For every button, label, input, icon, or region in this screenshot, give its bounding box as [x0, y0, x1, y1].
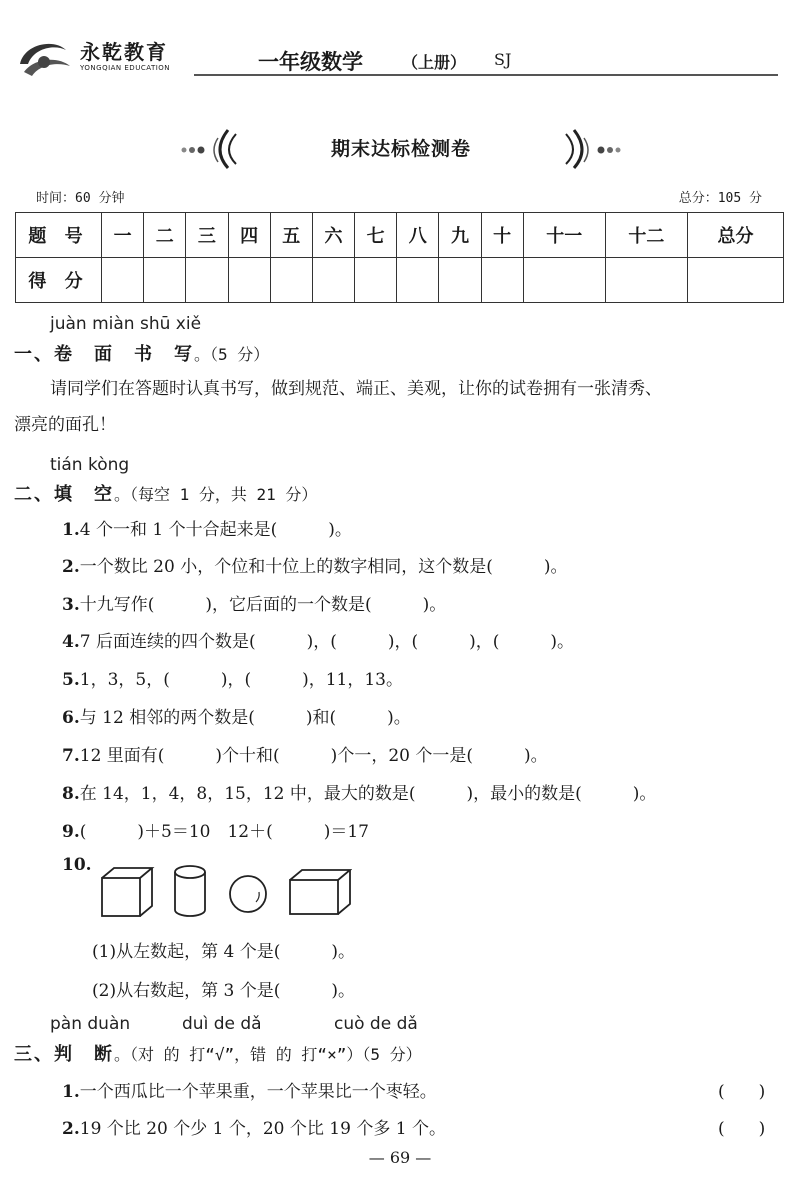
question-number: 9.	[62, 822, 80, 842]
question-text: 4 个一和 1 个十合起来是( )。	[79, 520, 352, 540]
score-cell[interactable]	[270, 258, 312, 303]
score-cell[interactable]	[355, 258, 397, 303]
score-cell[interactable]	[688, 258, 784, 303]
banner-right-ornament-icon	[558, 126, 624, 170]
score-cell[interactable]	[523, 258, 605, 303]
column-header: 九	[439, 213, 481, 258]
section1-line2: 漂亮的面孔！	[14, 415, 116, 435]
column-header: 总分	[688, 213, 784, 258]
question-number: 4.	[62, 632, 80, 652]
question-10-number: 10.	[62, 855, 92, 875]
exam-time: 时间：60 分钟	[36, 191, 125, 206]
row-label: 得 分	[16, 258, 102, 303]
question-number: 2.	[62, 557, 80, 577]
section2-note: 。（每空 1 分，共 21 分）	[114, 485, 318, 504]
score-table-header-row	[16, 213, 784, 258]
row-label: 题 号	[16, 213, 102, 258]
score-cell[interactable]	[439, 258, 481, 303]
header-title: 一年级数学	[258, 50, 363, 74]
answer-paren[interactable]: ( )	[718, 1119, 766, 1139]
score-cell[interactable]	[144, 258, 186, 303]
question-item	[62, 590, 446, 615]
question-number: 1.	[62, 1082, 80, 1102]
column-header: 四	[228, 213, 270, 258]
question-item	[62, 779, 656, 804]
question-item	[62, 665, 403, 690]
question-number: 3.	[62, 595, 80, 615]
question-text: 与 12 相邻的两个数是( )和( )。	[79, 708, 411, 728]
column-header: 七	[355, 213, 397, 258]
header-edition: （上册）	[402, 53, 467, 72]
question-item	[62, 552, 567, 577]
exam-total-score: 总分：105 分	[678, 191, 762, 206]
question-item	[62, 515, 352, 540]
question-text: 在 14，1，4，8，15，12 中，最大的数是( )，最小的数是( )。	[79, 784, 657, 804]
sphere-icon	[230, 876, 266, 912]
question-number: 5.	[62, 670, 80, 690]
exam-title: 期末达标检测卷	[330, 138, 471, 160]
section1-note: 。（5 分）	[194, 345, 270, 364]
header-rule	[194, 74, 778, 76]
judge-item	[62, 1114, 446, 1139]
question-item	[62, 817, 369, 842]
score-cell[interactable]	[228, 258, 270, 303]
question-number: 1.	[62, 520, 80, 540]
question-text: 7 后面连续的四个数是( )，( )，( )，( )。	[79, 632, 575, 652]
logo-subtitle: YONGQIAN EDUCATION	[80, 64, 171, 72]
question-text: 十九写作( )，它后面的一个数是( )。	[79, 595, 447, 615]
solid-shapes-figure	[96, 862, 352, 922]
cube-icon	[102, 868, 152, 916]
logo-name: 永乾教育	[80, 40, 168, 64]
question-10-sub1: (1)从左数起，第 4 个是( )。	[92, 942, 355, 962]
header-code: SJ	[494, 50, 512, 69]
section3-pinyin-3: cuò de dǎ	[334, 1014, 418, 1034]
score-cell[interactable]	[102, 258, 144, 303]
question-number: 6.	[62, 708, 80, 728]
answer-paren[interactable]: ( )	[718, 1082, 766, 1102]
score-cell[interactable]	[186, 258, 228, 303]
column-header: 三	[186, 213, 228, 258]
score-cell[interactable]	[397, 258, 439, 303]
column-header: 二	[144, 213, 186, 258]
score-cell[interactable]	[312, 258, 354, 303]
cylinder-icon	[175, 866, 205, 916]
question-number: 8.	[62, 784, 80, 804]
question-item	[62, 627, 574, 652]
question-10-sub2: (2)从右数起，第 3 个是( )。	[92, 981, 355, 1001]
section1-pinyin: juàn miàn shū xiě	[50, 314, 202, 334]
question-item	[62, 741, 548, 766]
section2-heading-line	[14, 480, 317, 506]
section1-line1: 请同学们在答题时认真书写，做到规范、端正、美观，让你的试卷拥有一张清秀、	[50, 379, 662, 399]
score-table	[15, 212, 784, 303]
column-header: 十	[481, 213, 523, 258]
section3-heading: 三、判 断	[14, 1044, 114, 1065]
section2-pinyin: tián kòng	[50, 455, 130, 475]
section2-heading: 二、填 空	[14, 484, 114, 505]
section3-pinyin-1: pàn duàn	[50, 1014, 131, 1034]
question-text: ( )＋5＝10 12＋( )＝17	[79, 822, 369, 842]
cuboid-icon	[290, 870, 350, 914]
question-text: 1，3，5，( )，( )，11，13。	[79, 670, 403, 690]
section3-heading-line	[14, 1040, 422, 1066]
column-header: 一	[102, 213, 144, 258]
column-header: 五	[270, 213, 312, 258]
question-item	[62, 703, 411, 728]
section1-heading: 一、卷 面 书 写	[14, 344, 194, 365]
question-number: 2.	[62, 1119, 80, 1139]
section3-pinyin-2: duì de dǎ	[182, 1014, 262, 1034]
column-header: 六	[312, 213, 354, 258]
score-table-score-row	[16, 258, 784, 303]
column-header: 十一	[523, 213, 605, 258]
column-header: 十二	[605, 213, 687, 258]
judge-item	[62, 1077, 437, 1102]
question-text: 12 里面有( )个十和( )个一，20 个一是( )。	[79, 746, 548, 766]
score-cell[interactable]	[605, 258, 687, 303]
column-header: 八	[397, 213, 439, 258]
section3-note: 。（对 的 打“√”，错 的 打“×”）（5 分）	[114, 1045, 422, 1064]
exam-banner	[178, 126, 624, 170]
page-number: — 69 —	[368, 1148, 432, 1167]
section1-heading-line	[14, 340, 269, 366]
question-text: 一个西瓜比一个苹果重，一个苹果比一个枣轻。	[79, 1082, 437, 1102]
publisher-logo	[14, 34, 194, 84]
logo-swirl-icon	[14, 34, 76, 84]
question-text: 一个数比 20 小，个位和十位上的数字相同，这个数是( )。	[79, 557, 568, 577]
score-cell[interactable]	[481, 258, 523, 303]
question-number: 7.	[62, 746, 80, 766]
question-text: 19 个比 20 个少 1 个，20 个比 19 个多 1 个。	[79, 1119, 446, 1139]
